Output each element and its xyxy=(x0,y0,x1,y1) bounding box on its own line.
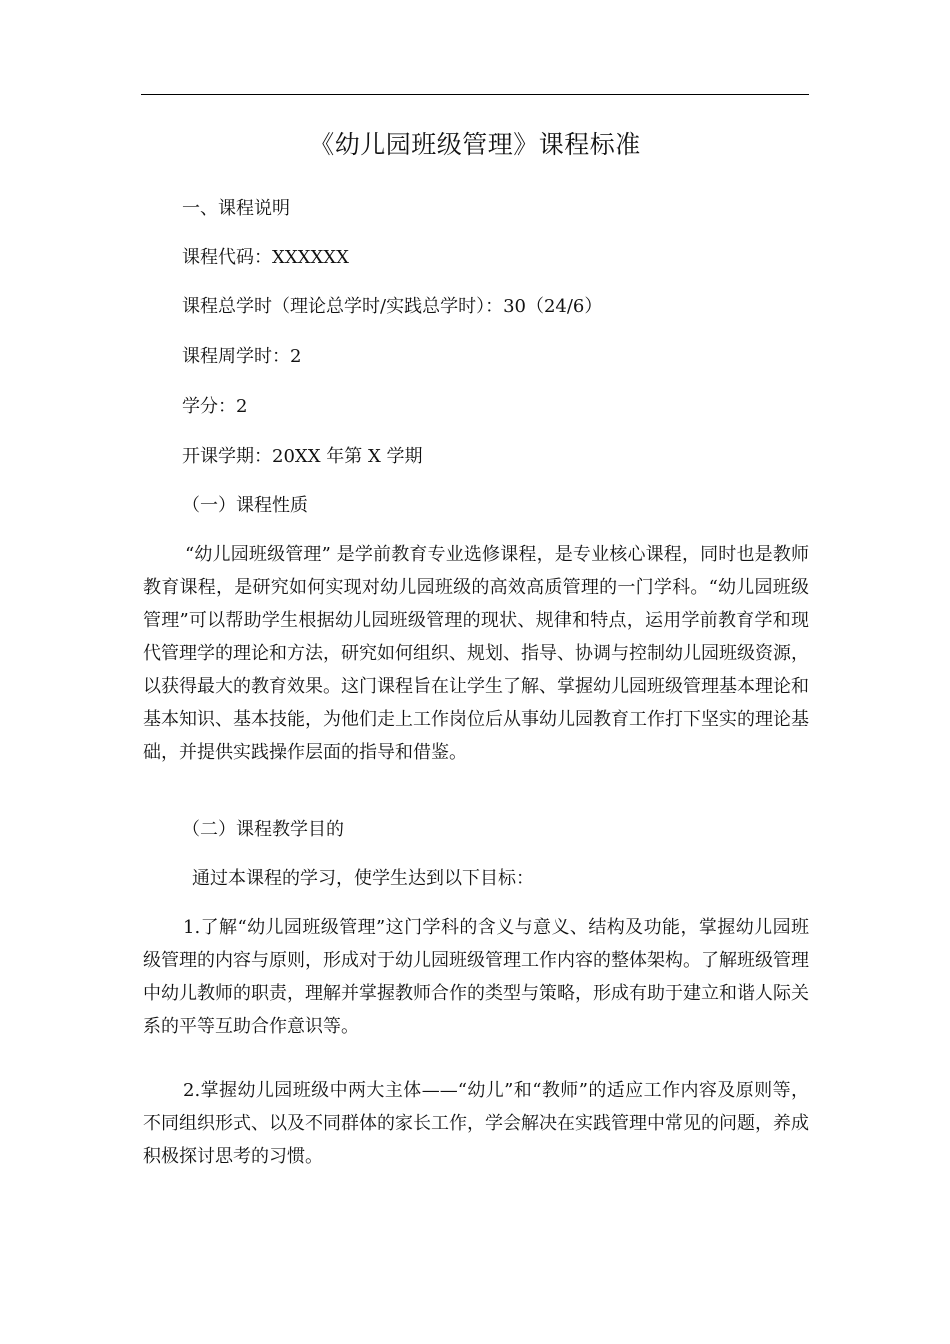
teaching-goal-1: 1.了解“幼儿园班级管理”这门学科的含义与意义、结构及功能，掌握幼儿园班级管理的内容与原则，形成对于幼儿园班级管理工作内容的整体架构。了解班级管理中幼儿教师的职责，理解并掌握教师合作的类型与策略，形成有助于建立和谐人际关系的平等互助合作意识等。 xyxy=(143,917,809,1037)
course-credits: 学分：2 xyxy=(182,396,248,417)
course-semester: 开课学期：20XX 年第 X 学期 xyxy=(182,446,423,467)
teaching-goal-2: 2.掌握幼儿园班级中两大主体——“幼儿”和“教师”的适应工作内容及原则等，不同组织形式、以及不同群体的家长工作，学会解决在实践管理中常见的问题，养成积极探讨思考的习惯。 xyxy=(143,1080,809,1167)
subsection-heading-teaching-goals: （二）课程教学目的 xyxy=(182,819,344,840)
section-heading-course-description: 一、课程说明 xyxy=(182,198,290,219)
subsection-heading-course-nature: （一）课程性质 xyxy=(182,495,308,516)
teaching-goals-intro: 通过本课程的学习，使学生达到以下目标： xyxy=(192,868,534,889)
course-nature-paragraph: “幼儿园班级管理” 是学前教育专业选修课程，是专业核心课程，同时也是教师教育课程，是研究如何实现对幼儿园班级的高效高质管理的一门学科。“幼儿园班级管理”可以帮助学生根据幼儿园班级管理的现状、规律和特点，运用学前教育学和现代管理学的理论和方法，研究如何组织、规划、指导、协调与控制幼儿园班级资源，以获得最大的教育效果。这门课程旨在让学生了解、掌握幼儿园班级管理基本理论和基本知识、基本技能，为他们走上工作岗位后从事幼儿园教育工作打下坚实的理论基础，并提供实践操作层面的指导和借鉴。 xyxy=(143,544,809,763)
course-total-hours: 课程总学时（理论总学时/实践总学时）：30（24/6） xyxy=(182,296,603,317)
header-rule xyxy=(141,94,809,95)
course-weekly-hours: 课程周学时：2 xyxy=(182,346,302,367)
document-title: 《幼儿园班级管理》课程标准 xyxy=(309,130,641,159)
course-code: 课程代码：XXXXXX xyxy=(182,247,349,268)
